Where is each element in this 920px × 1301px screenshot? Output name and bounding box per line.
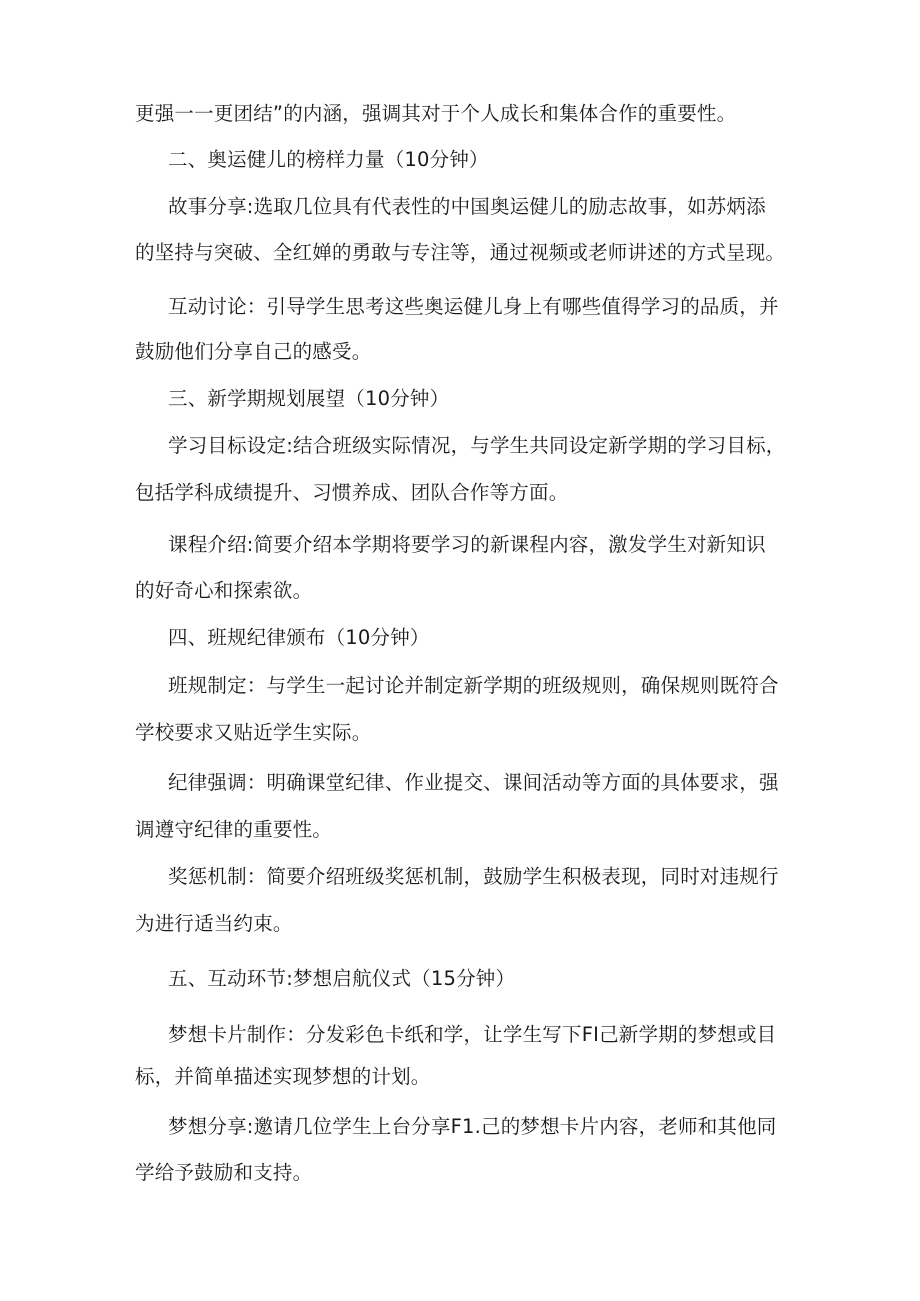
text-line: 调遵守纪律的重要性。 — [135, 818, 333, 841]
section-heading: 四、班规纪律颁布（10分钟） — [168, 626, 430, 649]
text-line: 标，并简单描述实现梦想的计划。 — [135, 1065, 431, 1088]
text-line: 学校要求又贴近学生实际。 — [135, 721, 372, 744]
text-line: 学给予鼓励和支持。 — [135, 1161, 313, 1184]
text-line: 梦想分享:邀请几位学生上台分享F1.己的梦想卡片内容，老师和其他同 — [168, 1115, 777, 1138]
text-line: 鼓励他们分享自己的感受。 — [135, 340, 372, 363]
text-line: 为进行适当约束。 — [135, 912, 293, 935]
text-line: 奖惩机制：简要介绍班级奖惩机制，鼓励学生积极表现，同时对违规行 — [168, 865, 779, 888]
text-line: 的好奇心和探索欲。 — [135, 579, 313, 602]
text-line: 班规制定：与学生一起讨论并制定新学期的班级规则，确保规则既符合 — [168, 674, 779, 697]
text-line: 包括学科成绩提升、习惯养成、团队合作等方面。 — [135, 481, 569, 504]
text-line: 学习目标设定:结合班级实际情况，与学生共同设定新学期的学习目标， — [168, 434, 786, 457]
text-line: 梦想卡片制作：分发彩色卡纸和学，让学生写下FI己新学期的梦想或目 — [168, 1023, 777, 1046]
section-heading: 三、新学期规划展望（10分钟） — [168, 387, 450, 410]
section-heading: 二、奥运健儿的榜样力量（10分钟） — [168, 148, 489, 171]
text-line: 故事分享:选取几位具有代表性的中国奥运健儿的励志故事，如苏炳添 — [168, 195, 766, 218]
text-line: 的坚持与突破、全红婵的勇敢与专注等，通过视频或老师讲述的方式呈现。 — [135, 241, 786, 264]
text-line: 课程介绍:简要介绍本学期将要学习的新课程内容，激发学生对新知识 — [168, 533, 766, 556]
text-line: 互动讨论：引导学生思考这些奥运健儿身上有哪些值得学习的品质，并 — [168, 295, 779, 318]
text-line: 更强一一更团结”的内涵，强调其对于个人成长和集体合作的重要性。 — [135, 102, 737, 125]
section-heading: 五、互动环节:梦想启航仪式（15分钟） — [168, 967, 516, 990]
text-line: 纪律强调：明确课堂纪律、作业提交、课间活动等方面的具体要求，强 — [168, 771, 779, 794]
